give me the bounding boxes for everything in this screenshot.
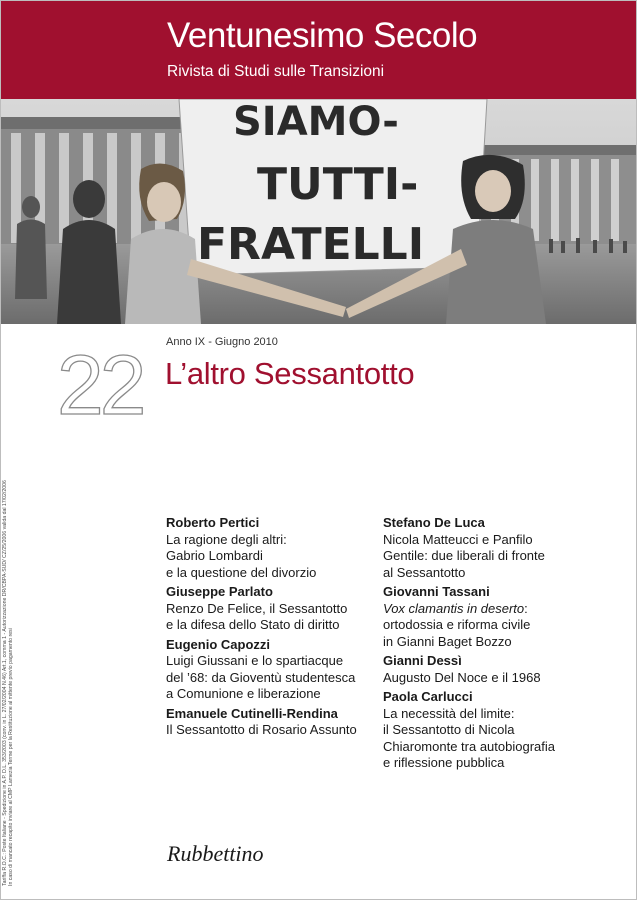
entry-author: Stefano De Luca xyxy=(383,515,485,530)
banner-line-3: FRATELLI xyxy=(197,219,425,270)
publisher-name: Rubbettino xyxy=(167,841,264,866)
entry-article-line: La ragione degli altri: xyxy=(166,531,287,547)
entry-article-line: e la difesa dello Stato di diritto xyxy=(166,617,340,632)
entry-article-title xyxy=(383,532,588,582)
entry-article-line: il Sessantotto di Nicola xyxy=(383,722,515,737)
masthead xyxy=(1,1,636,99)
entry-article-title xyxy=(166,601,366,634)
contents-entry xyxy=(166,637,366,703)
entry-article-line: ortodossia e riforma civile xyxy=(383,617,531,632)
entry-author: Giovanni Tassani xyxy=(383,584,490,599)
contents-left-column xyxy=(166,515,366,742)
entry-article-line: Gentile: due liberali di fronte xyxy=(383,548,545,563)
entry-article-title xyxy=(383,670,588,687)
entry-article-title xyxy=(383,706,588,772)
contents-entry xyxy=(383,584,588,650)
postal-legal-line-1: Tariffa R.O.C.: Poste Italiane - Spedizione in A.P. D.L. 353/2003 (conv. in L. 27/02/2004 N.46) Art.1, comma 1 - Autorizzazione DR/CBPA-SUD/ CZ/25/2006 valida dal 17/02/2006 xyxy=(2,480,8,886)
entry-article-line: in Gianni Baget Bozzo xyxy=(383,633,512,649)
entry-author: Roberto Pertici xyxy=(166,515,260,530)
entry-article-line: Nicola Matteucci e Panfilo xyxy=(383,531,533,547)
postal-legal-notice xyxy=(2,326,22,886)
entry-article-line: Renzo De Felice, il Sessantotto xyxy=(166,600,348,616)
entry-article-line: e la questione del divorzio xyxy=(166,564,317,580)
entry-author: Eugenio Capozzi xyxy=(166,636,270,652)
entry-article-line: La necessità del limite: xyxy=(383,705,515,721)
entry-article-title xyxy=(166,532,366,582)
contents-entry xyxy=(166,706,366,739)
contents-entry xyxy=(383,515,588,581)
contents-entry xyxy=(383,689,588,772)
entry-article-line: e riflessione pubblica xyxy=(383,755,505,770)
entry-author: Gianni Dessì xyxy=(383,653,462,668)
entry-article-line: Il Sessantotto di Rosario Assunto xyxy=(166,722,357,737)
issue-theme-title: L’altro Sessantotto xyxy=(165,356,415,391)
banner-line-1: SIAMO- xyxy=(233,99,399,145)
entry-article-line: Augusto Del Noce e il 1968 xyxy=(383,669,541,685)
entry-article-line: Chiaromonte tra autobiografia xyxy=(383,738,555,754)
entry-author: Giuseppe Parlato xyxy=(166,584,273,599)
magazine-subtitle: Rivista di Studi sulle Transizioni xyxy=(167,63,385,80)
entry-article-line: al Sessantotto xyxy=(383,564,466,580)
magazine-title: Ventunesimo Secolo xyxy=(167,16,478,55)
entry-article-line: Vox clamantis in deserto: xyxy=(383,600,528,616)
contents-right-column xyxy=(383,515,588,775)
entry-article-italic: Vox clamantis in deserto xyxy=(383,600,525,616)
entry-article-title xyxy=(383,601,588,651)
cover-photo xyxy=(1,99,636,324)
entry-article-line: Gabrio Lombardi xyxy=(166,548,263,563)
entry-article-title xyxy=(166,722,366,739)
entry-article-line: Luigi Giussani e lo spartiacque xyxy=(166,653,344,668)
contents-entry xyxy=(166,584,366,634)
contents-entry xyxy=(383,653,588,686)
issue-date: Anno IX - Giugno 2010 xyxy=(166,336,278,348)
entry-article-line: a Comunione e liberazione xyxy=(166,686,321,701)
entry-article-title xyxy=(166,653,366,703)
entry-author: Paola Carlucci xyxy=(383,689,473,704)
issue-number xyxy=(57,338,143,432)
issue-number-text: 22 xyxy=(57,338,143,432)
entry-author: Emanuele Cutinelli-Rendina xyxy=(166,705,338,721)
entry-article-line: del ’68: da Gioventù studentesca xyxy=(166,669,356,685)
banner-line-2: TUTTI- xyxy=(257,159,419,210)
postal-legal-line-2: In caso di mancato recapito inviare al CMP Lamezia Terme per la Restituzione al mittente previo pagamento resi xyxy=(8,628,15,886)
contents-entry xyxy=(166,515,366,581)
